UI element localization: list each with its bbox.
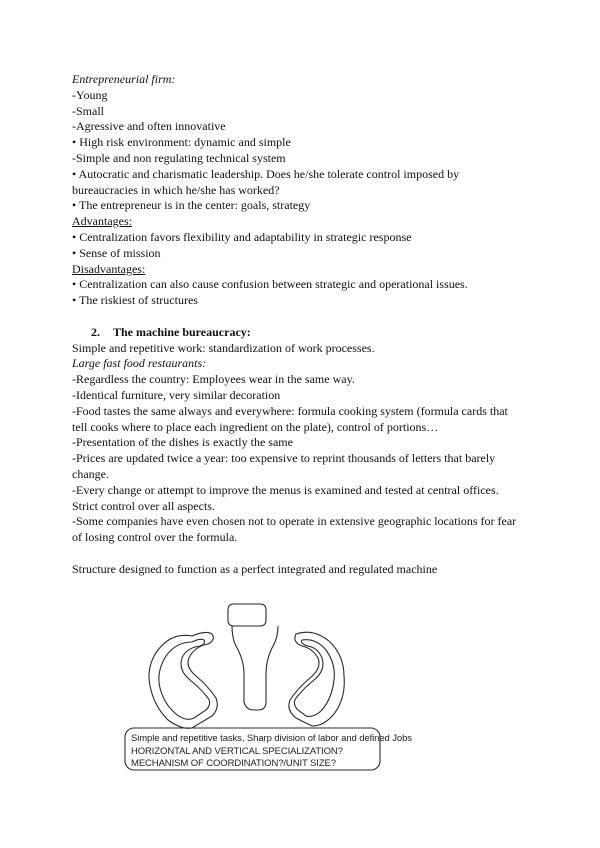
list-item: • The riskiest of structures [72,293,198,308]
diagram-caption [131,733,431,771]
list-item: -Identical furniture, very similar decoration [72,387,281,402]
section-title-entrepreneurial: Entrepreneurial firm: [72,72,176,86]
structure-sentence: Structure designed to function as a perfect integrated and regulated machine [72,561,438,576]
spacer [72,309,532,325]
disadvantages-label: Disadvantages: [72,261,146,276]
caption-line: MECHANISM OF COORDINATION?/UNIT SIZE? [131,758,336,769]
list-item: -Presentation of the dishes is exactly the same [72,435,293,450]
section-heading-machine [72,325,532,341]
middle-line-shape [232,626,278,710]
example-label: Large fast food restaurants: [72,356,207,371]
spacer [72,546,532,562]
list-item: Strict control over all aspects. [72,498,215,513]
support-staff-inner-shape [294,640,334,717]
list-item: • Centralization favors flexibility and adaptability in strategic response [72,229,412,244]
technostructure-inner-shape [159,639,210,719]
list-item: • High risk environment: dynamic and simple [72,135,291,150]
list-item: -Every change or attempt to improve the menus is examined and tested at central offices. [72,482,499,497]
caption-line: Simple and repetitive tasks, Sharp division of labor and defined Jobs [131,733,412,744]
list-item: -Prices are updated twice a year: too expensive to reprint thousands of letters that barely [72,451,496,466]
list-item: -Food tastes the same always and everywhere: formula cooking system (formula cards that [72,403,508,418]
list-item: change. [72,466,109,481]
section-heading-text: The machine bureaucracy: [113,324,251,339]
list-item: • The entrepreneur is in the center: goals, strategy [72,198,311,213]
list-item: -Agressive and often innovative [72,119,226,134]
list-item: -Young [72,87,108,102]
list-item: • Centralization can also cause confusion between strategic and operational issues. [72,277,468,292]
support-staff-shape [289,632,344,726]
list-item: tell cooks where to place each ingredient on the plate), control of portions… [72,419,439,434]
list-item: bureaucracies in which he/she has worked? [72,182,280,197]
list-item: • Sense of mission [72,245,161,260]
section-number: 2. [91,324,100,339]
list-item: -Small [72,103,104,118]
machine-intro: Simple and repetitive work: standardization of work processes. [72,340,375,355]
advantages-label: Advantages: [72,214,132,229]
list-item: of losing control over the formula. [72,530,238,545]
caption-line: HORIZONTAL AND VERTICAL SPECIALIZATION? [131,745,343,757]
strategic-apex-shape [228,604,266,626]
list-item: -Some companies have even chosen not to operate in extensive geographic locations for fear [72,514,517,529]
body-text [72,72,532,578]
list-item: • Autocratic and charismatic leadership. Does he/she tolerate control imposed by [72,166,460,181]
list-item: -Regardless the country: Employees wear in the same way. [72,372,355,387]
list-item: -Simple and non regulating technical system [72,150,286,165]
